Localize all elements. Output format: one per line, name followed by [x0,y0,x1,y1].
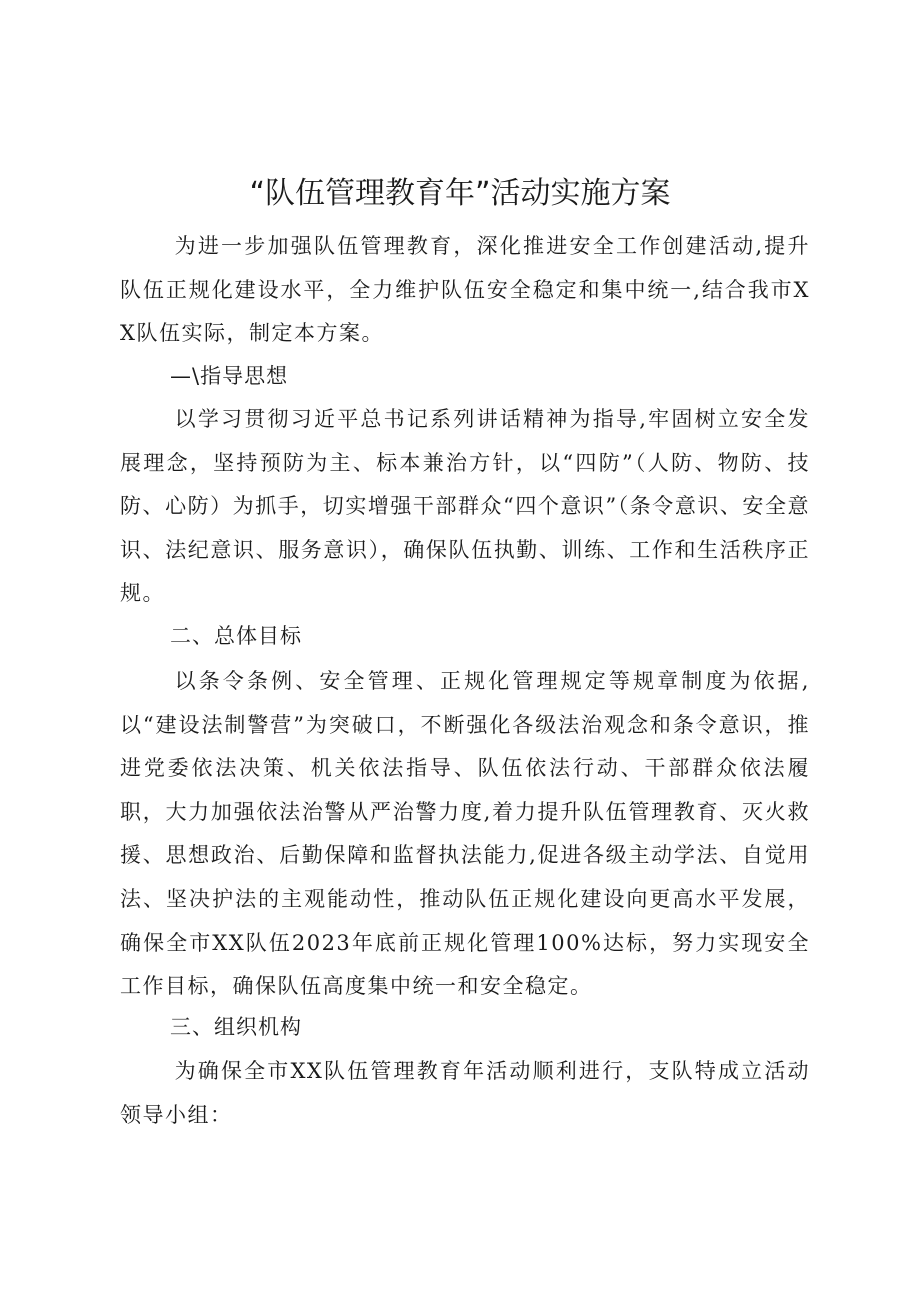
section-body-guiding-ideology: 以学习贯彻习近平总书记系列讲话精神为指导,牢固树立安全发展理念，坚持预防为主、标本兼治方针，以“四防”（人防、物防、技防、心防）为抓手，切实增强干部群众“四个意识”（条令意识、安全意识、法纪意识、服务意识），确保队伍执勤、训练、工作和生活秩序正规。 [120,407,810,606]
section-body-organization: 为确保全市XX队伍管理教育年活动顺利进行，支队特成立活动领导小组： [120,1059,810,1127]
section-heading-overall-goal: 二、总体目标 [170,624,302,648]
section-heading-organization: 三、组织机构 [170,1015,302,1039]
document-title: “队伍管理教育年”活动实施方案 [249,176,671,211]
section-heading-guiding-ideology: —\指导思想 [170,364,289,388]
intro-paragraph: 为进一步加强队伍管理教育，深化推进安全工作创建活动,提升队伍正规化建设水平，全力维护队伍安全稳定和集中统一,结合我市XX队伍实际，制定本方案。 [120,234,810,346]
section-body-overall-goal: 以条令条例、安全管理、正规化管理规定等规章制度为依据,以“建设法制警营”为突破口，不断强化各级法治观念和条令意识，推进党委依法决策、机关依法指导、队伍依法行动、干部群众依法履职，大力加强依法治警从严治警力度,着力提升队伍管理教育、灭火救援、思想政治、后勤保障和监督执法能力,促进各级主动学法、自觉用法、坚决护法的主观能动性，推动队伍正规化建设向更高水平发展，确保全市XX队伍2023年底前正规化管理100%达标，努力实现安全工作目标，确保队伍高度集中统一和安全稳定。 [120,669,810,999]
